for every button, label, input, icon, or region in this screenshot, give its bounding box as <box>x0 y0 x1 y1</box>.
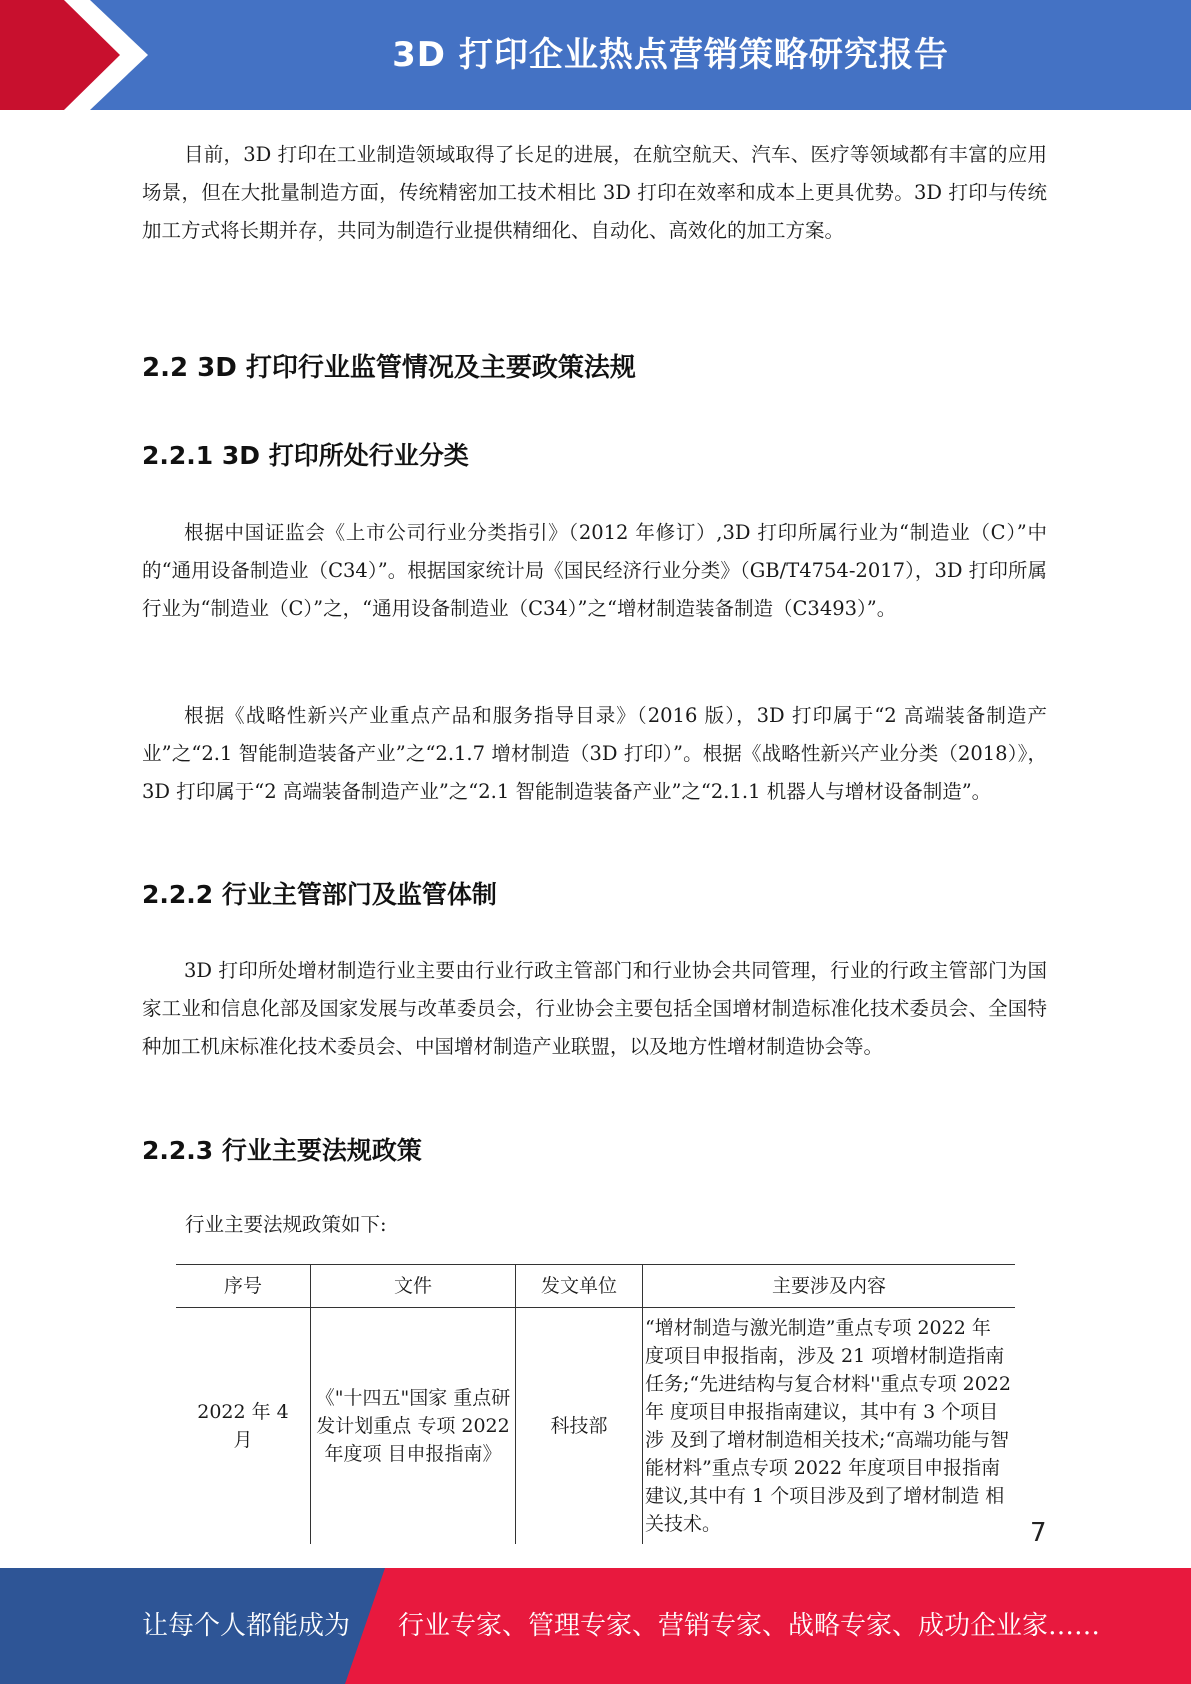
table-header-cell: 文件 <box>311 1265 516 1308</box>
section-2-2-heading: 2.2 3D 打印行业监管情况及主要政策法规 <box>142 353 636 383</box>
table-cell-issuer: 科技部 <box>516 1308 643 1545</box>
table-header-cell: 序号 <box>176 1265 311 1308</box>
header-banner <box>0 0 1191 110</box>
page-number: 7 <box>1030 1518 1047 1548</box>
table-cell-content: “增材制造与激光制造”重点专项 2022 年 度项目申报指南，涉及 21 项增材制造指南 任务;“先进结构与复合材料''重点专项 2022 年 度项目申报指南建议，其中有 3 个项目涉 及到了增材制造相关技术;“高端功能与智 能材料”重点专项 2022 年度项目申报指南 建议,其中有 1 个项目涉及到了增材制造 相关技术。 <box>643 1308 1016 1545</box>
section-2-2-1-heading: 2.2.1 3D 打印所处行业分类 <box>142 441 469 470</box>
policy-lead-text: 行业主要法规政策如下: <box>185 1213 387 1236</box>
table-cell-date: 2022 年 4 月 <box>197 1401 289 1451</box>
classification-paragraph-1: 根据中国证监会《上市公司行业分类指引》（2012 年修订）,3D 打印所属行业为“制造业（C）”中的“通用设备制造业（C34）”。根据国家统计局《国民经济行业分类》（GB/T4754-2017），3D 打印所属行业为“制造业（C）”之，“通用设备制造业（C34）”之“增材制造装备制造（C3493）”。 <box>142 521 1047 620</box>
section-2-2-2-heading: 2.2.2 行业主管部门及监管体制 <box>142 880 497 909</box>
footer-slogan-right: 行业专家、管理专家、营销专家、战略专家、成功企业家…… <box>398 1611 1101 1641</box>
table-row <box>176 1308 1015 1545</box>
table-header-cell: 发文单位 <box>516 1265 643 1308</box>
footer-banner <box>0 1568 1191 1684</box>
intro-paragraph: 目前，3D 打印在工业制造领域取得了长足的进展，在航空航天、汽车、医疗等领域都有丰富的应用场景，但在大批量制造方面，传统精密加工技术相比 3D 打印在效率和成本上更具优势。3D 打印与传统加工方式将长期并存，共同为制造行业提供精细化、自动化、高效化的加工方案。 <box>142 143 1047 242</box>
table-cell-document: 《"十四五"国家 重点研发计划重点 专项 2022 年度项 目申报指南》 <box>311 1308 516 1545</box>
report-title: 3D 打印企业热点营销策略研究报告 <box>392 35 949 75</box>
policy-table <box>176 1264 1015 1544</box>
table-header-cell: 主要涉及内容 <box>643 1265 1016 1308</box>
regulation-paragraph: 3D 打印所处增材制造行业主要由行业行政主管部门和行业协会共同管理，行业的行政主管部门为国家工业和信息化部及国家发展与改革委员会，行业协会主要包括全国增材制造标准化技术委员会、全国特种加工机床标准化技术委员会、中国增材制造产业联盟，以及地方性增材制造协会等。 <box>142 959 1047 1058</box>
classification-paragraph-2: 根据《战略性新兴产业重点产品和服务指导目录》（2016 版），3D 打印属于“2 高端装备制造产业”之“2.1 智能制造装备产业”之“2.1.7 增材制造（3D 打印）”。根据《战略性新兴产业分类（2018）》，3D 打印属于“2 高端装备制造产业”之“2.1 智能制造装备产业”之“2.1.1 机器人与增材设备制造”。 <box>142 704 1047 803</box>
table-header-row <box>176 1265 1015 1308</box>
footer-slogan-left: 让每个人都能成为 <box>142 1611 351 1641</box>
section-2-2-3-heading: 2.2.3 行业主要法规政策 <box>142 1136 422 1165</box>
